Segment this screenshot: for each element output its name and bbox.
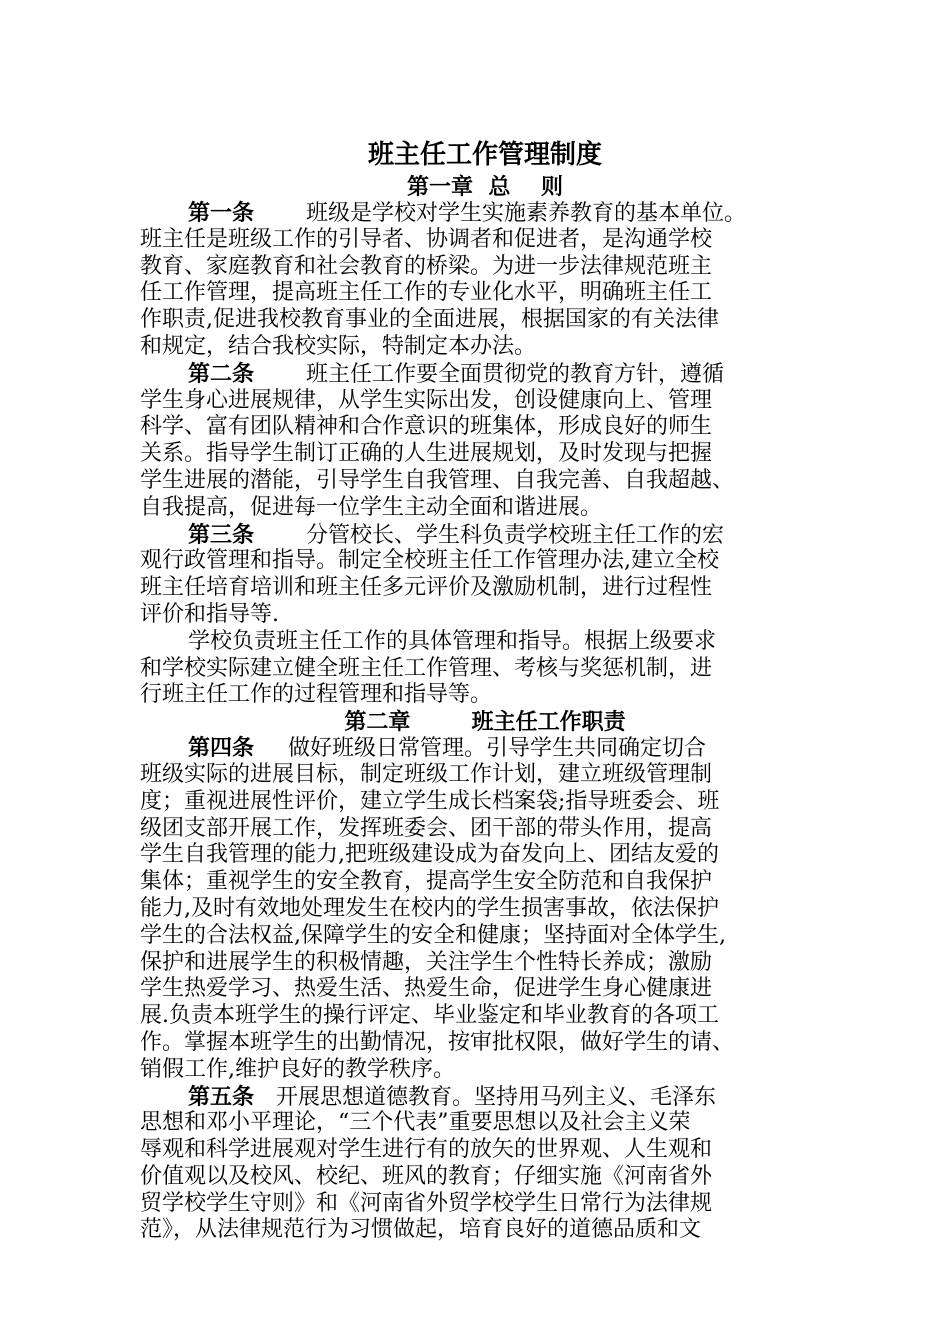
article-4-line: 度；重视进展性评价，建立学生成长档案袋;指导班委会、班 [140,788,720,814]
article-3-continuation-line: 和学校实际建立健全班主任工作管理、考核与奖惩机制，进 [140,655,713,681]
article-1-line: 任工作管理，提高班主任工作的专业化水平，明确班主任工 [140,280,713,306]
article-2-line: 科学、富有团队精神和合作意识的班集体，形成良好的师生 [140,414,713,440]
article-4-line: 集体；重视学生的安全教育，提高学生安全防范和自我保护 [140,869,713,895]
article-5-line: 范》，从法律规范行为习惯做起，培育良好的道德品质和文 [140,1217,702,1243]
article-4-line: 展.负责本班学生的操行评定、毕业鉴定和毕业教育的各项工 [140,1003,719,1029]
article-5-label: 第五条 [188,1083,255,1110]
article-2-line: 学生身心进展规律，从学生实际出发，创设健康向上、管理 [140,387,713,413]
article-4-line: 作。掌握本班学生的出勤情况，按审批权限，做好学生的请、 [140,1029,735,1055]
article-5-line: 贸学校学生守则》和《河南省外贸学校学生日常行为法律规 [140,1190,713,1216]
article-5-line: 价值观以及校风、校纪、班风的教育；仔细实施《河南省外 [140,1163,713,1189]
article-2-line: 关系。指导学生制订正确的人生进展规划，及时发现与把握 [140,441,713,467]
article-1 [140,200,830,361]
article-4-label: 第四条 [188,735,255,762]
article-4-line: 销假工作,维护良好的教学秩序。 [140,1056,455,1082]
article-5-line: 思想和邓小平理论，“三个代表”重要思想以及社会主义荣 [140,1110,691,1136]
article-4-text: 做好班级日常管理。引导学生共同确定切合 [288,736,707,762]
article-2-label: 第二条 [188,360,255,387]
article-4-line: 能力,及时有效地处理发生在校内的学生损害事故，依法保护 [140,895,719,921]
article-1-line: 和规定，结合我校实际，特制定本办法。 [140,333,537,359]
article-5 [140,1084,830,1245]
article-2-text: 班主任工作要全面贯彻党的教育方针，遵循 [306,361,725,387]
article-2-line: 学生进展的潜能，引导学生自我管理、自我完善、自我超越、 [140,467,735,493]
article-1-line: 班主任是班级工作的引导者、协调者和促进者，是沟通学校 [140,226,713,252]
article-4-line: 学生的合法权益,保障学生的安全和健康；坚持面对全体学生, [140,922,726,948]
article-5-line: 辱观和科学进展观对学生进行有的放矢的世界观、人生观和 [140,1137,713,1163]
article-1-line: 教育、家庭教育和社会教育的桥梁。为进一步法律规范班主 [140,253,713,279]
article-1-line: 作职责,促进我校教育事业的全面进展，根据国家的有关法律 [140,307,719,333]
article-3-line: 观行政管理和指导。制定全校班主任工作管理办法,建立全校 [140,548,719,574]
article-1-line [140,200,830,227]
article-2 [140,361,830,522]
article-5-line [140,1084,830,1111]
article-2-line [140,361,830,388]
article-3-text: 分管校长、学生科负责学校班主任工作的宏 [306,522,725,548]
article-4 [140,735,830,1083]
article-3-line [140,522,830,549]
article-3-line: 班主任培育培训和班主任多元评价及激励机制，进行过程性 [140,575,713,601]
article-4-line [140,735,830,762]
article-4-line: 班级实际的进展目标，制定班级工作计划，建立班级管理制 [140,761,713,787]
article-3 [140,522,830,710]
chapter-1-heading: 第一章 总 则 [407,174,563,200]
article-4-line: 学生热爱学习、热爱生活、热爱生命，促进学生身心健康进 [140,976,713,1002]
article-4-line: 级团支部开展工作，发挥班委会、团干部的带头作用，提高 [140,815,713,841]
chapter-2-heading: 第二章 班主任工作职责 [344,709,626,736]
article-1-text: 班级是学校对学生实施素养教育的基本单位。 [306,201,747,226]
article-3-continuation-line: 行班主任工作的过程管理和指导等。 [140,682,493,708]
article-3-line: 评价和指导等. [140,601,279,627]
article-4-line: 保护和进展学生的积极情趣，关注学生个性特长养成；激励 [140,949,713,975]
document-body [140,136,830,1244]
article-2-line: 自我提高，促进每一位学生主动全面和谐进展。 [140,494,603,520]
document-title: 班主任工作管理制度 [367,140,602,170]
article-5-text: 开展思想道德教育。坚持用马列主义、毛泽东 [276,1084,717,1110]
article-3-continuation-line: 学校负责班主任工作的具体管理和指导。根据上级要求 [188,628,717,654]
article-3-label: 第三条 [188,521,255,548]
article-4-line: 学生自我管理的能力,把班级建设成为奋发向上、团结友爱的 [140,842,719,868]
article-1-label: 第一条 [188,200,255,226]
